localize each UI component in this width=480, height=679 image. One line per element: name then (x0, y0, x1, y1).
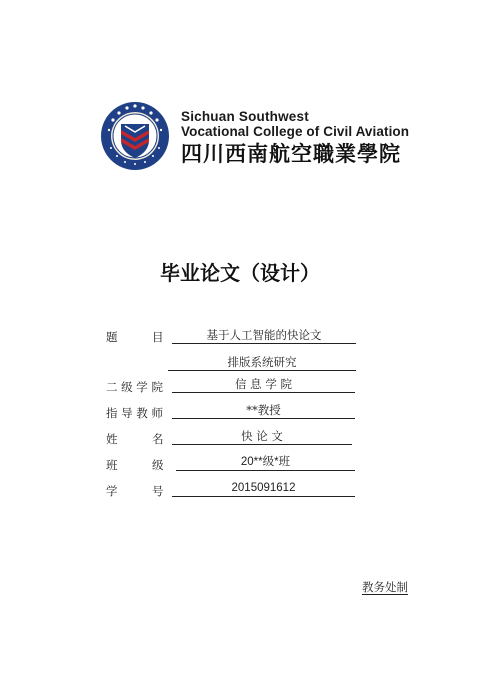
college-emblem-icon (99, 100, 171, 172)
field-value-college: 信 息 学 院 (172, 377, 355, 393)
field-label-advisor: 指 导 教 师 (106, 406, 163, 420)
school-name-cn: 四川西南航空職業學院 (181, 142, 401, 166)
field-value-name: 快 论 文 (172, 429, 352, 445)
school-name-en-line2: Vocational College of Civil Aviation (181, 124, 410, 139)
field-value-class: 20**级*班 (176, 455, 355, 471)
field-value-student-id: 2015091612 (172, 481, 355, 497)
field-label-name: 姓 名 (106, 432, 164, 446)
field-label-class: 班 级 (106, 458, 164, 472)
field-label-college: 二 级 学 院 (106, 380, 163, 394)
field-value-topic-line1: 基于人工智能的快论文 (172, 328, 356, 344)
issuing-office: 教务处制 (362, 580, 408, 594)
field-value-advisor: **教授 (172, 403, 355, 419)
school-name-en-line1: Sichuan Southwest (181, 109, 309, 124)
field-label-topic: 题 目 (106, 330, 164, 344)
document-title: 毕业论文（设计） (160, 261, 320, 285)
field-value-topic-line2: 排版系统研究 (168, 355, 356, 371)
field-label-student-id: 学 号 (106, 484, 164, 498)
